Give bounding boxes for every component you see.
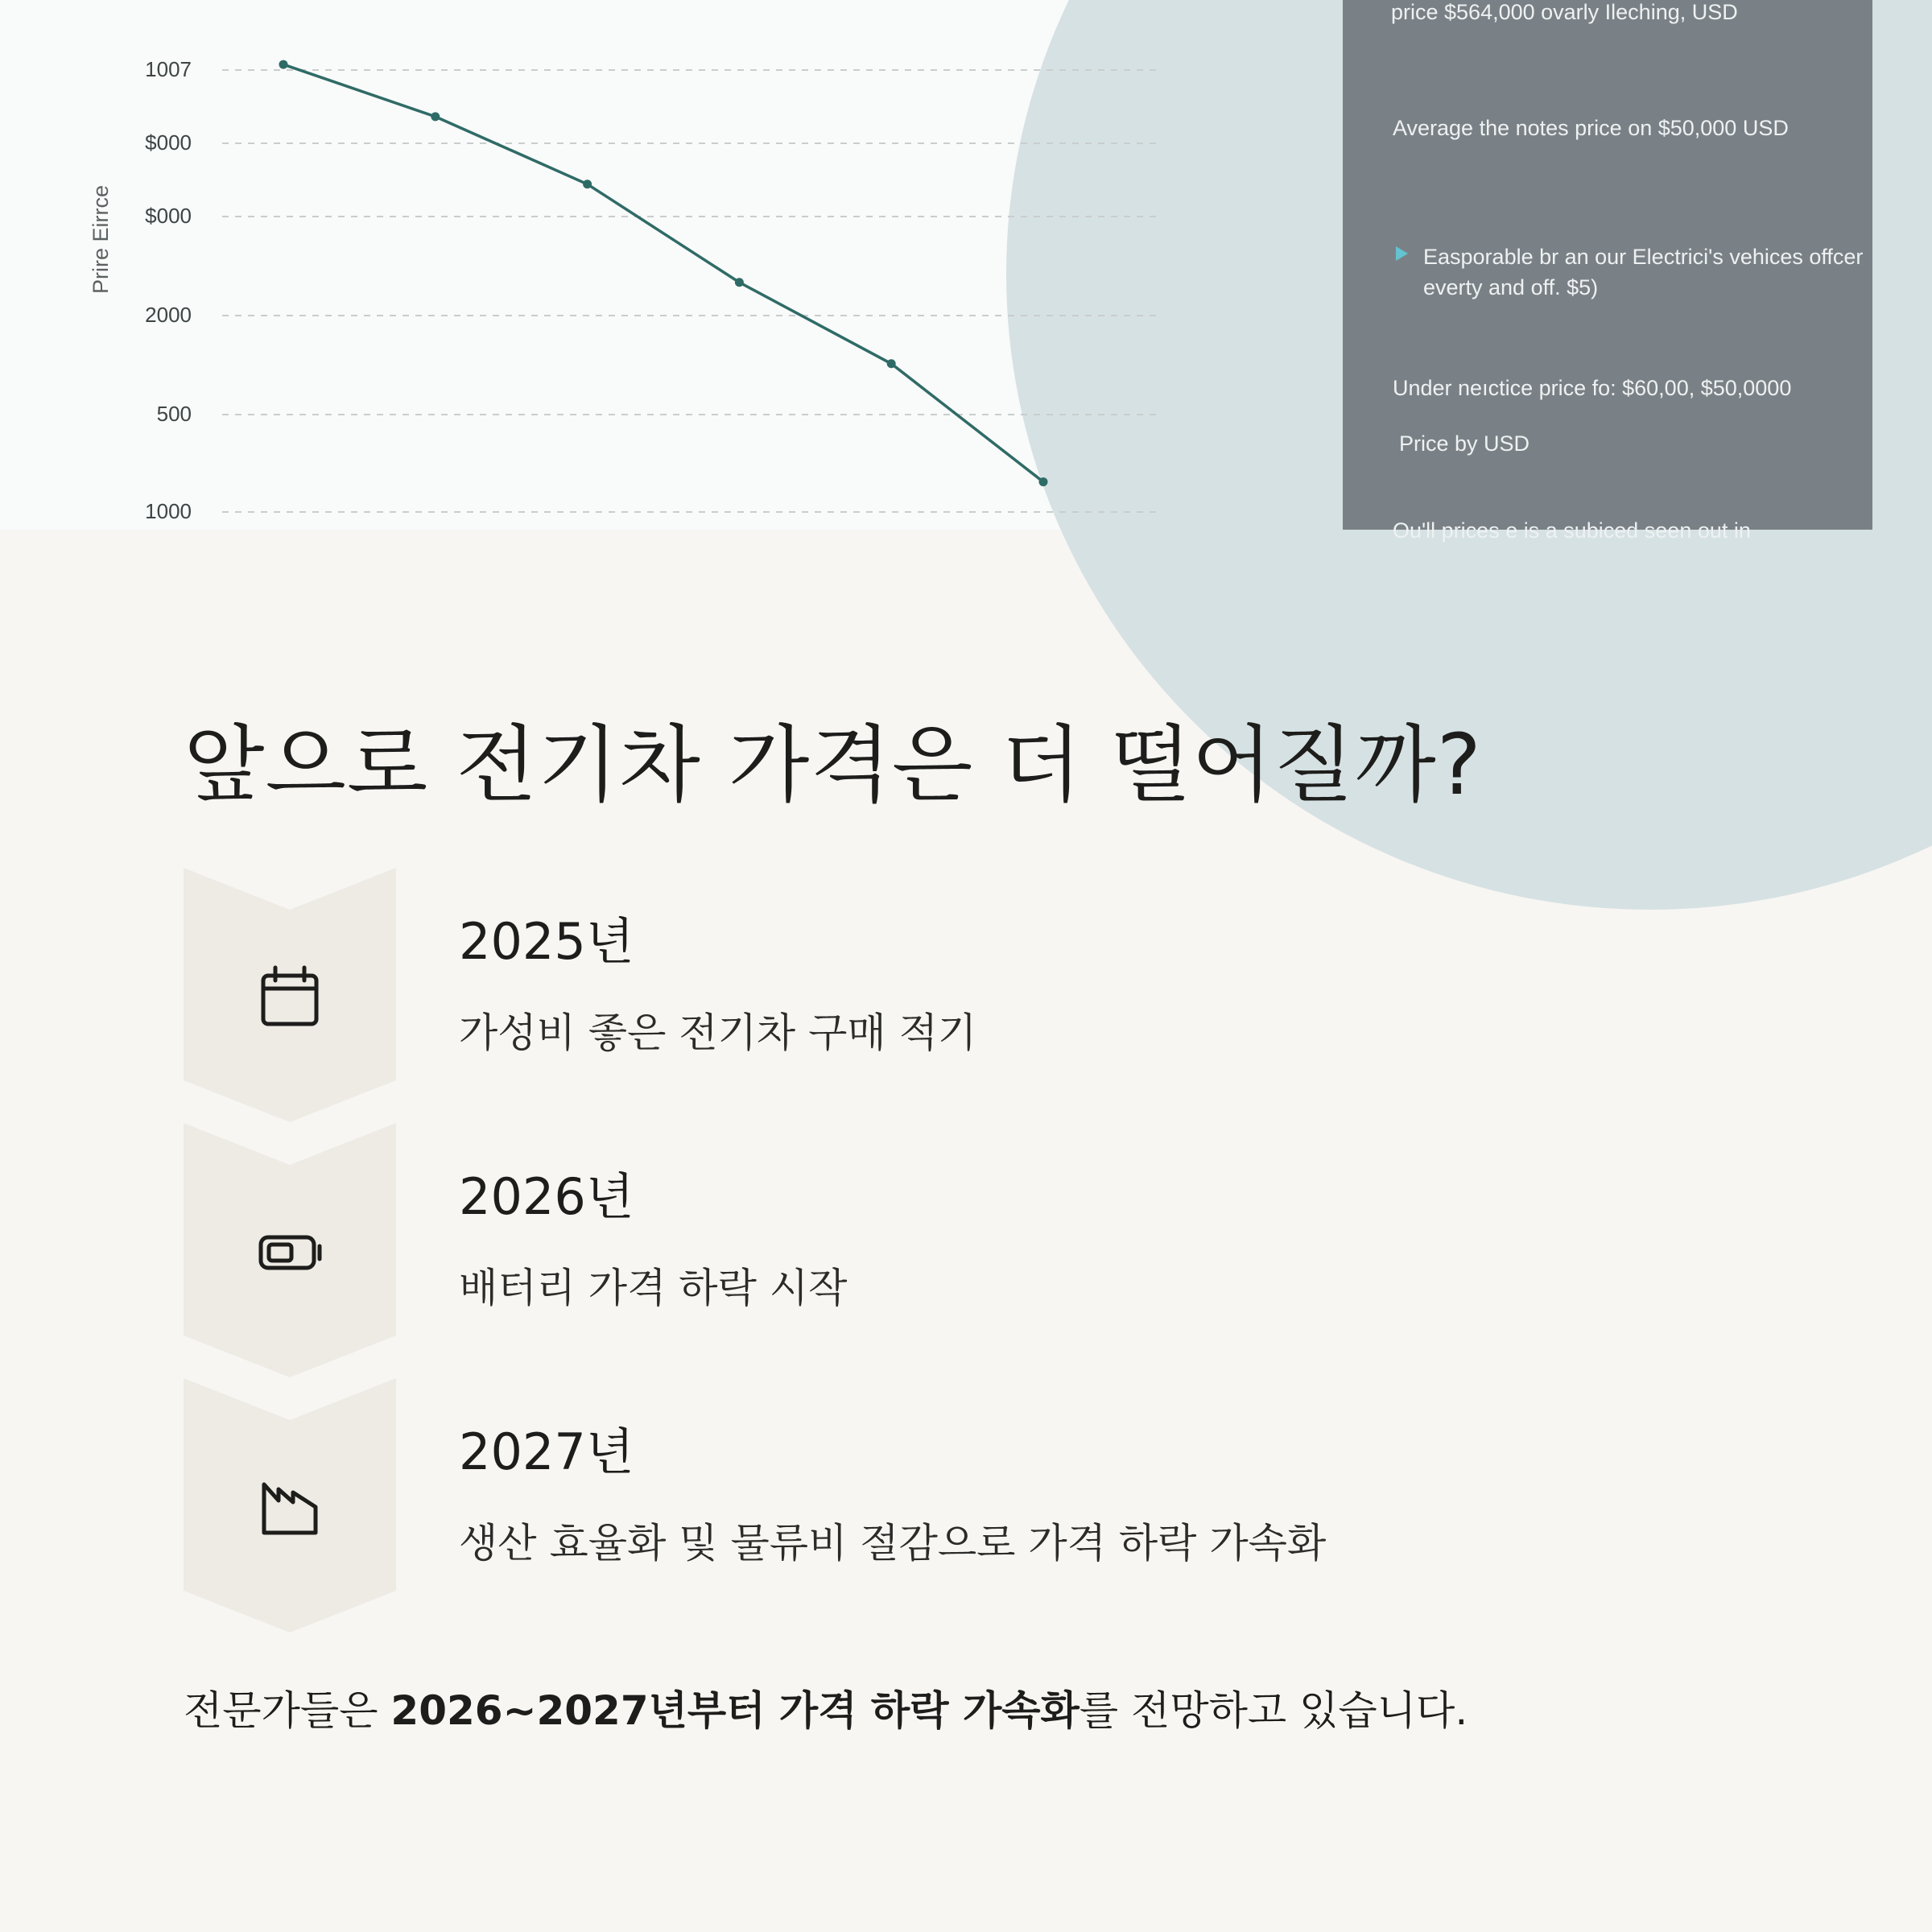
page-title: 앞으로 전기차 가격은 더 떨어질까? — [184, 716, 1482, 814]
summary-prefix: 전문가들은 — [184, 1687, 391, 1734]
data-point — [1039, 477, 1048, 486]
step-year: 2027년 — [459, 1422, 634, 1481]
data-point — [279, 60, 288, 69]
panel-line: price $564,000 ovarly Ileching, USD — [1391, 0, 1738, 24]
data-point — [431, 112, 440, 121]
step-year: 2025년 — [459, 912, 634, 971]
timeline-step-2027 — [184, 1378, 1753, 1633]
step-year: 2026년 — [459, 1167, 634, 1226]
summary-highlight: 2026~2027년부터 가격 하락 가속화 — [390, 1687, 1080, 1734]
panel-line: Average the notes price on $50,000 USD — [1393, 116, 1789, 140]
factory-icon — [258, 1475, 322, 1539]
y-tick-label: $000 — [145, 204, 192, 228]
hero-image — [0, 0, 1932, 543]
triangle-bullet-icon — [1396, 246, 1408, 261]
timeline-step-2025 — [184, 868, 1753, 1122]
y-tick-label: 1000 — [145, 499, 192, 523]
panel-line: Ou'll prices e is a subiced seen out in — [1393, 518, 1751, 543]
y-tick-label: $000 — [145, 130, 192, 155]
step-description: 배터리 가격 하락 시작 — [459, 1265, 848, 1311]
calendar-icon — [258, 964, 322, 1029]
y-axis-label: Prire Eirrce — [89, 184, 113, 294]
data-point — [735, 278, 744, 287]
panel-line: Easporable br an our Electrici's vehices offcer everty and off. $5) — [1423, 245, 1864, 299]
panel-line: Price by USD — [1399, 431, 1530, 456]
series-line — [283, 64, 1043, 482]
panel-line: Under neıctice price fo: $60,00, $50,0000 — [1393, 376, 1792, 400]
data-point — [583, 180, 592, 188]
step-description: 가성비 좋은 전기차 구매 적기 — [459, 1009, 977, 1056]
y-tick-label: 2000 — [145, 303, 192, 327]
timeline-step-2026 — [184, 1123, 1753, 1377]
step-description: 생산 효율화 및 물류비 절감으로 가격 하락 가속화 — [459, 1520, 1327, 1567]
y-tick-label: 500 — [156, 402, 192, 426]
y-tick-label: 1007 — [145, 57, 192, 81]
info-panel-text — [1343, 0, 1884, 543]
data-point — [887, 359, 896, 368]
summary-suffix: 를 전망하고 있습니다. — [1079, 1687, 1468, 1734]
battery-icon — [258, 1220, 322, 1284]
summary-text — [184, 1682, 1468, 1739]
